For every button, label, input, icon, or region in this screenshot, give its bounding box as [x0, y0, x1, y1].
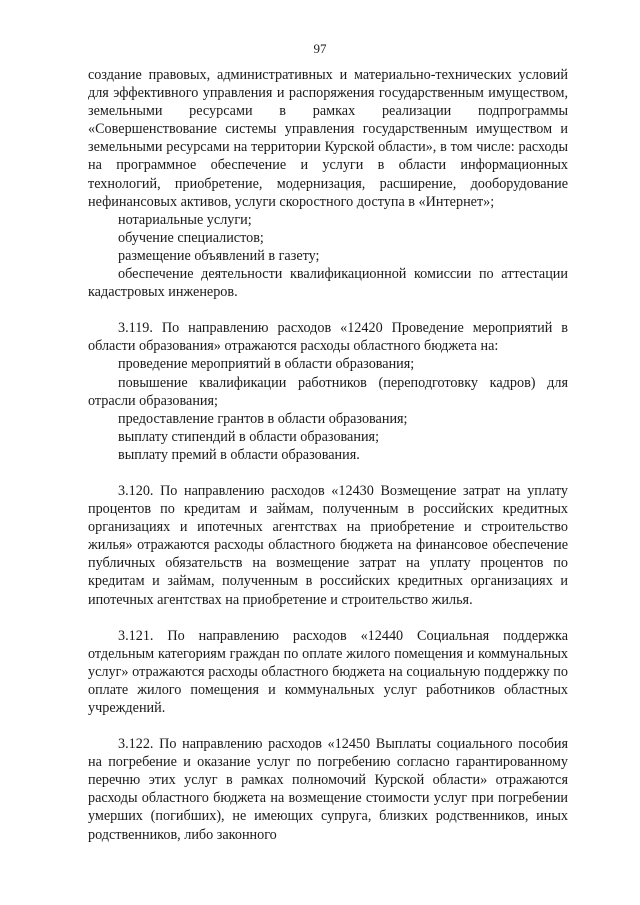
intro-paragraph: создание правовых, административных и материально-технических условий для эффективного управления и распоряжения государственным имуществом, земельными ресурсами в рамках реализации подпрограммы «Совершенствование системы управления государственным имуществом и земельными ресурсами на территории Курской области», в том числе: расходы на программное обеспечение и услуги в области информационных технологий, приобретение, модернизация, расширение, дооборудование нефинансовых активов, услуги скоростного доступа в «Интернет»;	[88, 67, 568, 210]
section-3-119-item: повышение квалификации работников (переподготовку кадров) для отрасли образования;	[88, 374, 568, 409]
section-3-119-item: предоставление грантов в области образования;	[118, 410, 408, 427]
section-3-121-text: 3.121. По направлению расходов «12440 Социальная поддержка отдельным категориям граждан по оплате жилого помещения и коммунальных услуг» отражаются расходы областного бюджета на социальную поддержку по оплате жилого помещения и коммунальных услуг работников областных учреждений.	[88, 627, 568, 716]
intro-item: обеспечение деятельности квалификационной комиссии по аттестации кадастровых инженеров.	[88, 266, 568, 301]
intro-item: размещение объявлений в газету;	[118, 247, 320, 264]
page-content	[88, 66, 568, 844]
section-3-119-text: 3.119. По направлению расходов «12420 Проведение мероприятий в области образования» отражаются расходы областного бюджета на:	[88, 320, 568, 355]
section-3-119-item: выплату премий в области образования.	[118, 446, 360, 463]
page-number: 97	[313, 41, 327, 56]
intro-item: нотариальные услуги;	[118, 211, 252, 228]
section-3-119-item: выплату стипендий в области образования;	[118, 428, 380, 445]
section-3-122-text: 3.122. По направлению расходов «12450 Выплаты социального пособия на погребение и оказание услуг по погребению согласно гарантированному перечню этих услуг в рамках полномочий Курской области» отражаются расходы областного бюджета на возмещение стоимости услуг при погребении умерших (погибших), не имеющих супруга, близких родственников, иных родственников, либо законного	[88, 736, 568, 843]
intro-item: обучение специалистов;	[118, 229, 264, 246]
section-3-120-text: 3.120. По направлению расходов «12430 Возмещение затрат на уплату процентов по кредитам и займам, полученным в российских кредитных организациях и ипотечных агентствах на приобретение и строительство жилья» отражаются расходы областного бюджета на финансовое обеспечение публичных обязательств на возмещение затрат на уплату процентов по кредитам и займам, полученным в российских кредитных организациях и ипотечных агентствах на приобретение и строительство жилья.	[88, 482, 568, 608]
section-3-119-item: проведение мероприятий в области образования;	[118, 356, 415, 373]
